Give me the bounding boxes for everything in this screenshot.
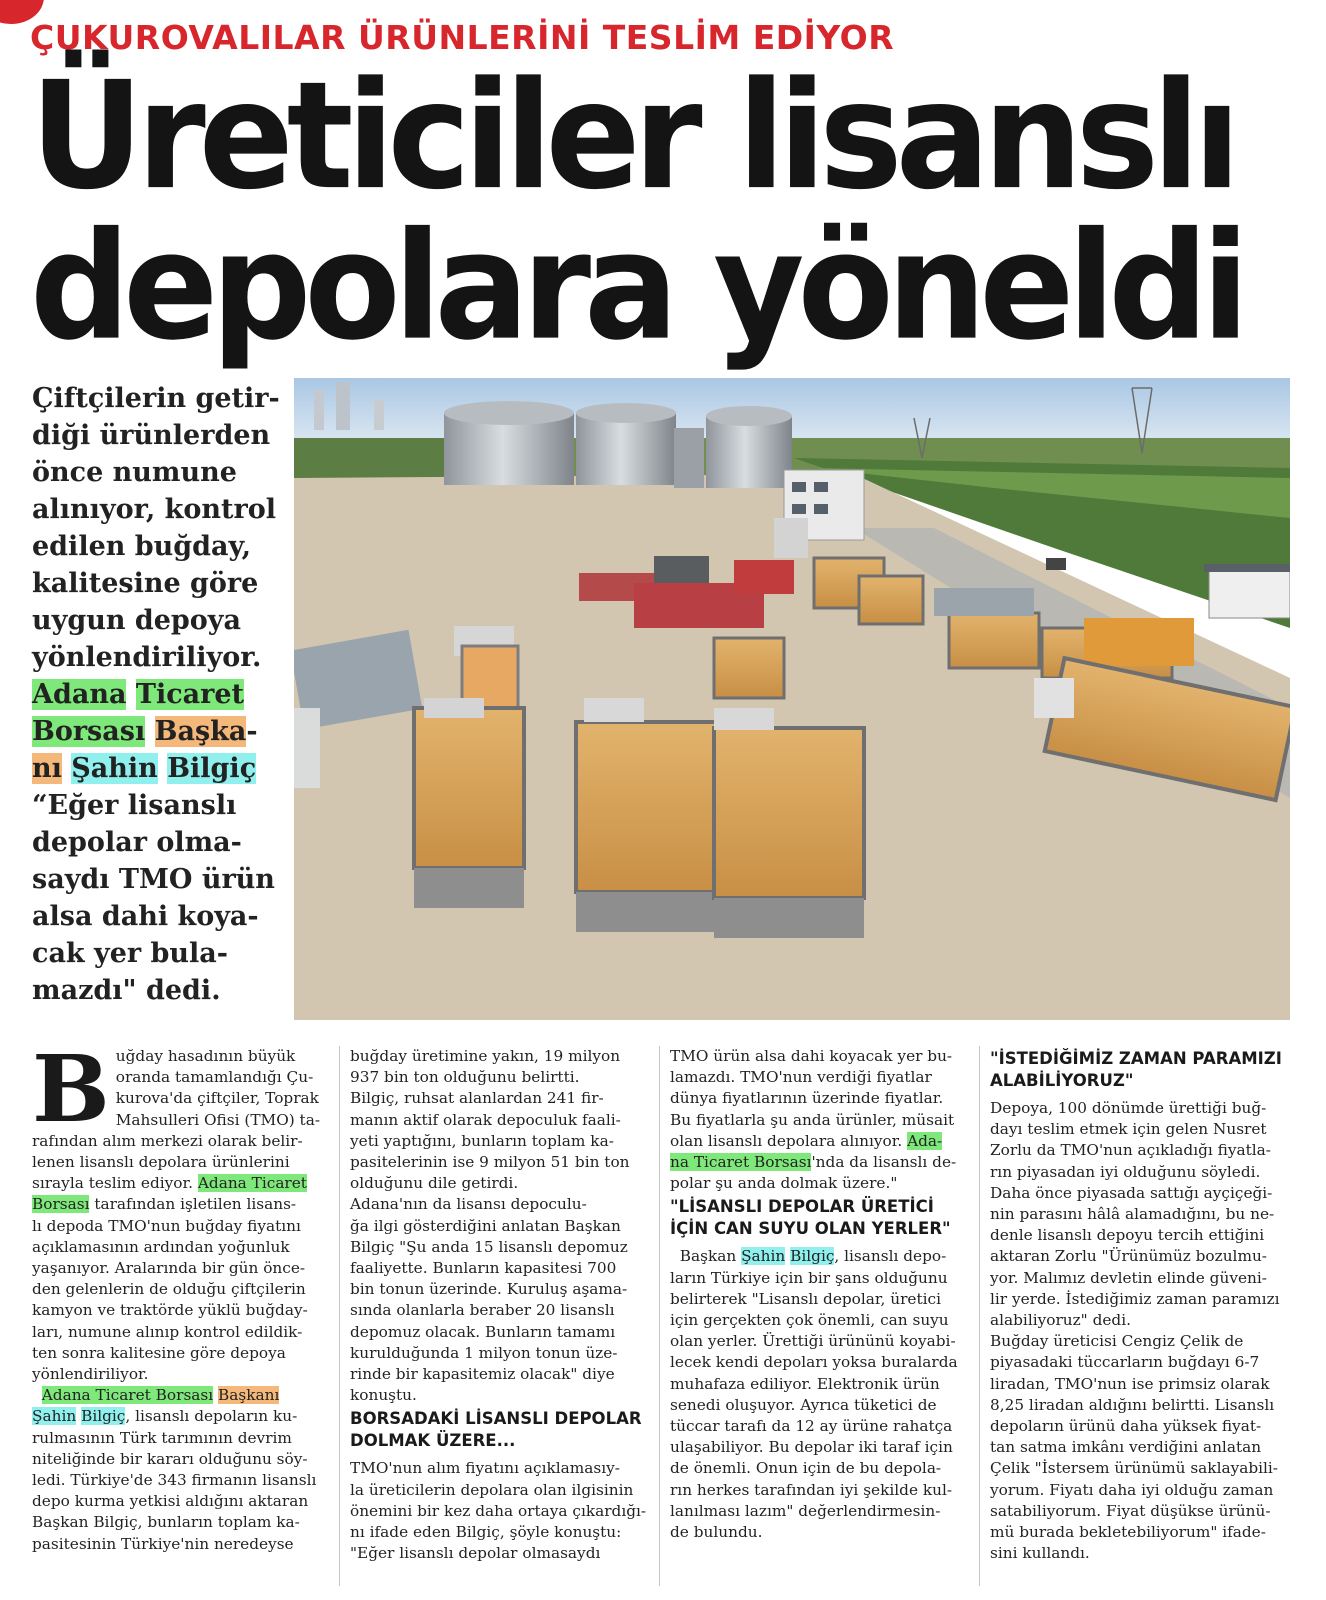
article-column-2 (350, 1046, 646, 1564)
subheading (990, 1048, 1286, 1092)
highlight: Borsası (32, 716, 146, 747)
body-line: Buğday üreticisi Cengiz Çelik de (990, 1332, 1244, 1351)
body-line: satabiliyorum. Fiyat düşükse ürünü- (990, 1501, 1271, 1520)
lead-quote-line: alsa dahi koya- (32, 901, 259, 932)
lead-quote-line: mazdı" dedi. (32, 975, 221, 1006)
body-line: alabiliyoruz" dedi. (990, 1311, 1131, 1330)
body-line: Bilgiç "Şu anda 15 lisanslı depomuz (350, 1237, 628, 1256)
body-text: Başkan (679, 1247, 742, 1266)
column-rule (979, 1046, 980, 1586)
lead-paragraph (32, 380, 280, 1009)
highlight: Başkanı (218, 1386, 280, 1405)
body-line: lamazdı. TMO'nun verdiği fiyatlar (670, 1068, 932, 1087)
body-line: açıklamasının ardından yoğunluk (32, 1237, 290, 1256)
body-text: , lisanslı depo- (834, 1247, 947, 1266)
body-line: bin tonun üzerinde. Kuruluş aşama- (350, 1280, 628, 1299)
subheading (350, 1408, 646, 1452)
subheading-line: DOLMAK ÜZERE... (350, 1431, 516, 1451)
body-line: sında olanlarla beraber 20 lisanslı (350, 1301, 615, 1320)
body-line: "Eğer lisanslı depolar olmasaydı (350, 1544, 601, 1563)
lead-line: kalitesine göre (32, 568, 259, 599)
body-line: den gelenlerin de olduğu çiftçilerin (32, 1280, 306, 1299)
lead-line: Çiftçilerin getir- (32, 383, 280, 414)
lead-quote-line: cak yer bula- (32, 938, 229, 969)
hyphen: - (246, 716, 258, 747)
lead-line: uygun depoya (32, 605, 241, 636)
article-column-1 (32, 1035, 328, 1555)
highlight: Adana Ticaret Borsası (41, 1386, 214, 1405)
body-line: ların Türkiye için bir şans olduğunu (670, 1268, 948, 1287)
body-line: lir yerde. İstediğimiz zaman paramızı (990, 1289, 1280, 1308)
body-line: yeti yaptığını, bunların toplam ka- (350, 1131, 614, 1150)
body-line: aktaran Zorlu "Ürünümüz bozulmu- (990, 1247, 1267, 1266)
lead-line: diği ürünlerden (32, 420, 271, 451)
highlight: nı (32, 753, 62, 784)
lead-line: edilen buğday, (32, 531, 252, 562)
body-line: lecek kendi depoları yoksa buralarda (670, 1353, 958, 1372)
body-line: kurova'da çiftçiler, Toprak (115, 1089, 319, 1108)
body-line: olan yerler. Ürettiği ürününü koyabi- (670, 1332, 956, 1351)
body-line: rinde bir kapasitemiz olacak" diye (350, 1365, 615, 1384)
body-line: Bilgiç, ruhsat alanlardan 241 fir- (350, 1089, 604, 1108)
subheading-line: "İSTEDİĞİMİZ ZAMAN PARAMIZI (990, 1049, 1282, 1068)
body-line: liradan, TMO'nun ise primsiz olarak (990, 1374, 1270, 1393)
lead-quote-line: “Eğer lisanslı (32, 790, 237, 821)
lead-highlight-line (32, 750, 272, 787)
body-line: rın herkes tarafından iyi şekilde kul- (670, 1480, 953, 1499)
body-line: depo kurma yetkisi aldığını aktaran (32, 1492, 309, 1511)
body-line (670, 1152, 966, 1173)
body-line: için gerçekten çok önemli, can suyu (670, 1311, 949, 1330)
lead-highlight-line (32, 713, 272, 750)
lead-quote-line: saydı TMO ürün (32, 864, 275, 895)
body-line: TMO'nun alım fiyatını açıklamasıy- (350, 1459, 620, 1478)
body-line: TMO ürün alsa dahi koyacak yer bu- (670, 1047, 953, 1065)
body-line: Zorlu da TMO'nun açıkladığı fiyatla- (990, 1141, 1271, 1160)
body-line: denle lisanslı depoyu tercih ettiğini (990, 1226, 1265, 1245)
body-line: polar şu anda dolmak üzere." (670, 1174, 898, 1193)
body-line: muhafaza ediliyor. Elektronik ürün (670, 1374, 940, 1393)
body-line: rın piyasadan iyi olduğunu söyledi. (990, 1162, 1261, 1181)
body-line: oranda tamamlandığı Çu- (115, 1068, 314, 1087)
body-line: de önemli. Onun için de bu depola- (670, 1459, 942, 1478)
body-line: pasitelerinin ise 9 milyon 51 bin ton (350, 1153, 630, 1172)
highlight: Şahin (71, 753, 158, 784)
body-line: depomuz olacak. Bunların tamamı (350, 1322, 616, 1341)
headline (30, 50, 1310, 374)
body-line: buğday üretimine yakın, 19 milyon (350, 1047, 621, 1065)
body-line: konuştu. (350, 1386, 417, 1405)
highlight: Adana Ticaret (197, 1174, 307, 1193)
highlight: Şahin (741, 1247, 786, 1266)
subheading (670, 1196, 966, 1240)
highlight: Bilgiç (790, 1247, 835, 1266)
body-text: , lisanslı depoların ku- (125, 1407, 298, 1426)
body-line: lenen lisanslı depolara ürünlerini (32, 1153, 290, 1172)
body-line: nı ifade eden Bilgiç, şöyle konuştu: (350, 1523, 622, 1542)
body-line: belirterek "Lisanslı depolar, üretici (670, 1289, 941, 1308)
body-line: Daha önce piyasada sattığı ayçiçeği- (990, 1183, 1273, 1202)
body-line: ğa ilgi gösterdiğini anlatan Başkan (350, 1216, 621, 1235)
lead-line: yönlendiriliyor. (32, 642, 262, 673)
body-line: ten sonra kalitesine göre depoya (32, 1343, 286, 1362)
body-line: tan satma imkânı verdiğini anlatan (990, 1438, 1262, 1457)
highlight: Bilgiç (81, 1407, 126, 1426)
subheading-line: ALABİLİYORUZ" (990, 1071, 1134, 1090)
body-line: Başkan Bilgiç, bunların toplam ka- (32, 1513, 300, 1532)
body-line: ları, numune alınıp kontrol edildik- (32, 1322, 303, 1341)
lead-quote-line: depolar olma- (32, 827, 242, 858)
body-line (670, 1131, 966, 1152)
body-line: Çelik "İstersem ürünümü saklayabili- (990, 1459, 1278, 1478)
subheading-line: İÇİN CAN SUYU OLAN YERLER" (670, 1219, 951, 1239)
body-line (670, 1246, 966, 1267)
body-line: lanılması lazım" değerlendirmesin- (670, 1501, 941, 1520)
highlight: Şahin (32, 1407, 77, 1426)
highlight: Ticaret (135, 679, 245, 710)
body-line: lı depoda TMO'nun buğday fiyatını (32, 1216, 301, 1235)
highlight: Borsası (32, 1195, 90, 1214)
body-line: la üreticilerin depolara olan ilgisinin (350, 1480, 634, 1499)
body-line: depoların ürünü daha yüksek fiyat- (990, 1417, 1262, 1436)
headline-line-1: Üreticiler lisanslı (30, 50, 1235, 224)
news-photo-grain-trucks (294, 378, 1290, 1020)
body-line: 937 bin ton olduğunu belirtti. (350, 1068, 580, 1087)
highlight: Ada- (907, 1131, 943, 1150)
column-rule (659, 1046, 660, 1586)
highlight: na Ticaret Borsası (670, 1153, 812, 1172)
body-line: yorum. Fiyatı daha iyi olduğu zaman (990, 1480, 1274, 1499)
body-line: sini kullandı. (990, 1544, 1090, 1563)
body-line: de bulundu. (670, 1523, 763, 1542)
body-line: faaliyette. Bunların kapasitesi 700 (350, 1259, 617, 1278)
highlight: Adana (32, 679, 127, 710)
drop-cap: B (32, 1035, 110, 1143)
body-line: dayı teslim etmek için gelen Nusret (990, 1120, 1267, 1139)
body-line (32, 1406, 328, 1427)
body-line: Depoya, 100 dönümde ürettiği buğ- (990, 1099, 1267, 1117)
body-line: 8,25 liradan aldığını belirtti. Lisanslı (990, 1395, 1275, 1414)
body-line: Mahsulleri Ofisi (TMO) ta- (115, 1110, 320, 1129)
body-line: manın aktif olarak depoculuk faali- (350, 1110, 621, 1129)
subheading-line: BORSADAKİ LİSANSLI DEPOLAR (350, 1409, 642, 1429)
body-line: kurulduğunda 1 milyon tonun üze- (350, 1343, 618, 1362)
body-line: dünya fiyatlarının üzerinde fiyatlar. (670, 1089, 944, 1108)
body-line (32, 1173, 328, 1194)
highlight: Başka (154, 716, 247, 747)
body-text: sırayla teslim ediyor. (32, 1174, 193, 1193)
body-line: Adana'nın da lisansı depoculu- (350, 1195, 587, 1214)
body-line: uğday hasadının büyük (115, 1047, 296, 1065)
body-line: kamyon ve traktörde yüklü buğday- (32, 1301, 308, 1320)
body-line: rulmasının Türk tarımının devrim (32, 1428, 292, 1447)
body-line (32, 1194, 328, 1215)
body-line: yönlendiriliyor. (32, 1365, 149, 1384)
article-column-4 (990, 1046, 1286, 1564)
lead-line: önce numune (32, 457, 237, 488)
body-line: mü burada bekletebiliyorum" ifade- (990, 1523, 1266, 1542)
body-line: nin parasını hâlâ alamadığını, bu ne- (990, 1205, 1275, 1224)
body-line: rafından alım merkezi olarak belir- (32, 1131, 303, 1150)
body-line: tüccar tarafı da 12 ay ürüne rahatça (670, 1417, 953, 1436)
body-line: olduğunu dile getirdi. (350, 1174, 519, 1193)
body-line: yaşanıyor. Aralarında bir gün önce- (32, 1259, 306, 1278)
body-text: olan lisanslı depolara alınıyor. (670, 1131, 908, 1150)
body-line: Bu fiyatlarla şu anda ürünler, müsait (670, 1110, 955, 1129)
body-text: tarafından işletilen lisans- (89, 1195, 297, 1214)
highlight: Bilgiç (167, 753, 257, 784)
body-line: niteliğinde bir kararı olduğunu söy- (32, 1449, 308, 1468)
body-line: senedi oluşuyor. Ayrıca tüketici de (670, 1395, 937, 1414)
lead-line: alınıyor, kontrol (32, 494, 276, 525)
kicker: ÇUKUROVALILAR ÜRÜNLERİNİ TESLİM EDİYOR (30, 18, 895, 57)
subheading-line: "LİSANSLI DEPOLAR ÜRETİCİ (670, 1197, 934, 1217)
body-line: ulaşabiliyor. Bu depolar iki taraf için (670, 1438, 953, 1457)
lead-highlight-line (32, 676, 272, 713)
body-line: yor. Malımız devletin elinde güveni- (990, 1268, 1267, 1287)
body-line: piyasadaki tüccarların buğdayı 6-7 (990, 1353, 1260, 1372)
column-rule (339, 1046, 340, 1586)
body-line: pasitesinin Türkiye'nin neredeyse (32, 1534, 294, 1553)
body-text: 'nda da lisanslı de- (811, 1153, 957, 1172)
headline-line-2: depolara yöneldi (30, 200, 1243, 374)
body-line: ledi. Türkiye'de 343 firmanın lisanslı (32, 1471, 317, 1490)
body-line (32, 1385, 328, 1406)
body-line: önemini bir kez daha ortaya çıkardığı- (350, 1501, 647, 1520)
article-column-3 (670, 1046, 966, 1543)
